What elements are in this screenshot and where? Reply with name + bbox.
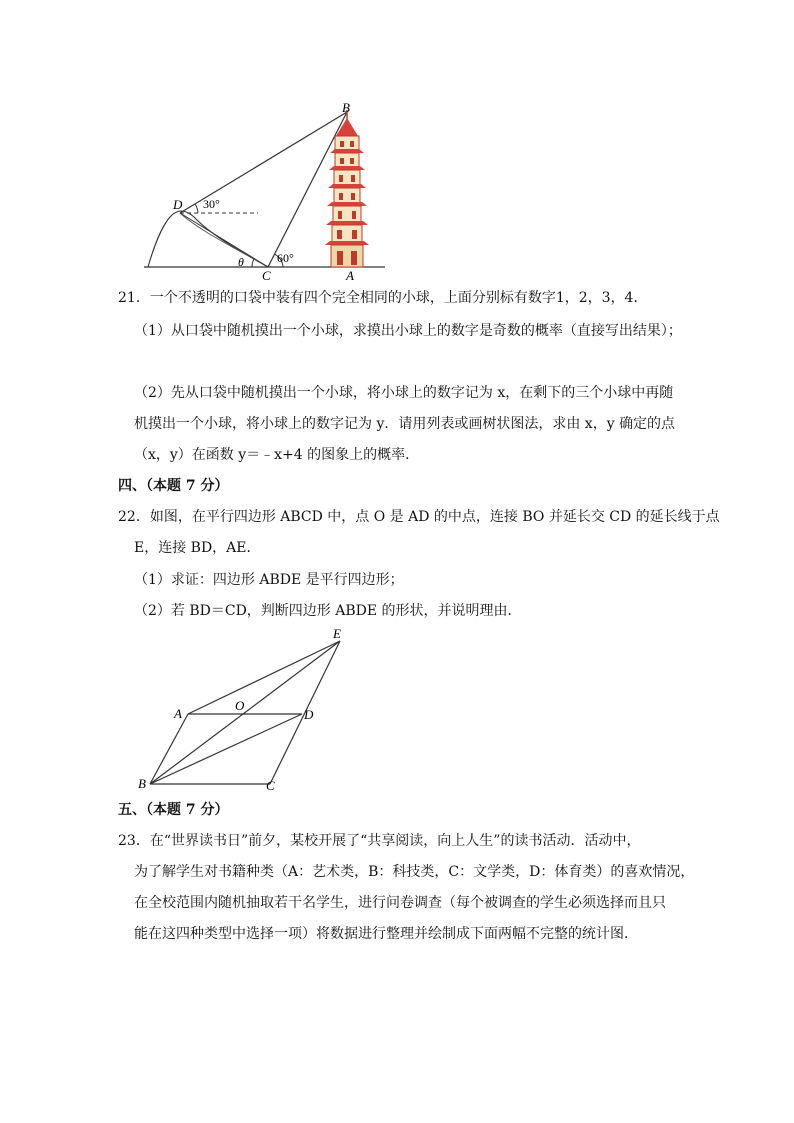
q21-part2-line2: 机摸出一个小球，将小球上的数字记为 y．请用列表或画树状图法，求由 x，y 确定的点 <box>134 416 676 432</box>
hill-outline <box>148 211 268 267</box>
edge-AE <box>188 641 340 714</box>
edge-AB <box>150 714 188 784</box>
q22-stem-line2: E，连接 BD，AE． <box>134 540 261 556</box>
parallelogram-figure <box>130 624 360 796</box>
label-angle-30: 30° <box>203 197 220 211</box>
label-E: E <box>333 626 341 641</box>
edge-BD <box>150 714 302 784</box>
q21-stem: 21．一个不透明的口袋中装有四个完全相同的小球，上面分别标有数字1，2，3，4． <box>118 290 648 306</box>
label-B2: B <box>138 776 146 791</box>
label-angle-60: 60° <box>277 251 294 265</box>
label-B: B <box>342 100 350 115</box>
label-C2: C <box>266 778 275 793</box>
angle-theta-arc <box>252 259 254 267</box>
label-A: A <box>346 268 354 281</box>
pagoda-icon <box>325 110 369 267</box>
label-A2: A <box>174 706 182 721</box>
q21-part1: （1）从口袋中随机摸出一个小球，求摸出小球上的数字是奇数的概率（直接写出结果）； <box>134 323 682 339</box>
q22-stem-line1: 22．如图，在平行四边形 ABCD 中，点 O 是 AD 的中点，连接 BO 并延长交 CD 的延长线于点 <box>118 509 720 525</box>
q23-line3: 在全校范围内随机抽取若干名学生，进行问卷调查（每个被调查的学生必须选择而且只 <box>134 895 666 911</box>
label-D: D <box>173 197 183 212</box>
line-DC <box>180 213 268 267</box>
q22-part1: （1）求证：四边形 ABDE 是平行四边形； <box>134 572 404 588</box>
q22-part2: （2）若 BD＝CD，判断四边形 ABDE 的形状，并说明理由． <box>134 603 522 619</box>
section-5-heading: 五、（本题 7 分） <box>118 802 229 818</box>
tower-figure <box>140 96 390 281</box>
label-theta: θ <box>238 255 244 269</box>
label-C: C <box>262 268 271 281</box>
q23-line1: 23．在“世界读书日”前夕，某校开展了“共享阅读，向上人生”的读书活动．活动中， <box>118 833 641 849</box>
angle-30-arc <box>195 204 198 213</box>
q21-part2-line1: （2）先从口袋中随机摸出一个小球，将小球上的数字记为 x，在剩下的三个小球中再随 <box>134 385 674 401</box>
q23-line2: 为了解学生对书籍种类（A：艺术类，B：科技类，C：文学类，D：体育类）的喜欢情况， <box>134 864 695 880</box>
q23-line4: 能在这四种类型中选择一项）将数据进行整理并绘制成下面两幅不完整的统计图． <box>134 926 638 942</box>
label-O: O <box>235 698 245 713</box>
label-D2: D <box>304 707 314 722</box>
q21-part2-line3: （x，y）在函数 y＝﹣x+4 的图象上的概率． <box>134 447 420 463</box>
section-4-heading: 四、（本题 7 分） <box>118 478 229 494</box>
